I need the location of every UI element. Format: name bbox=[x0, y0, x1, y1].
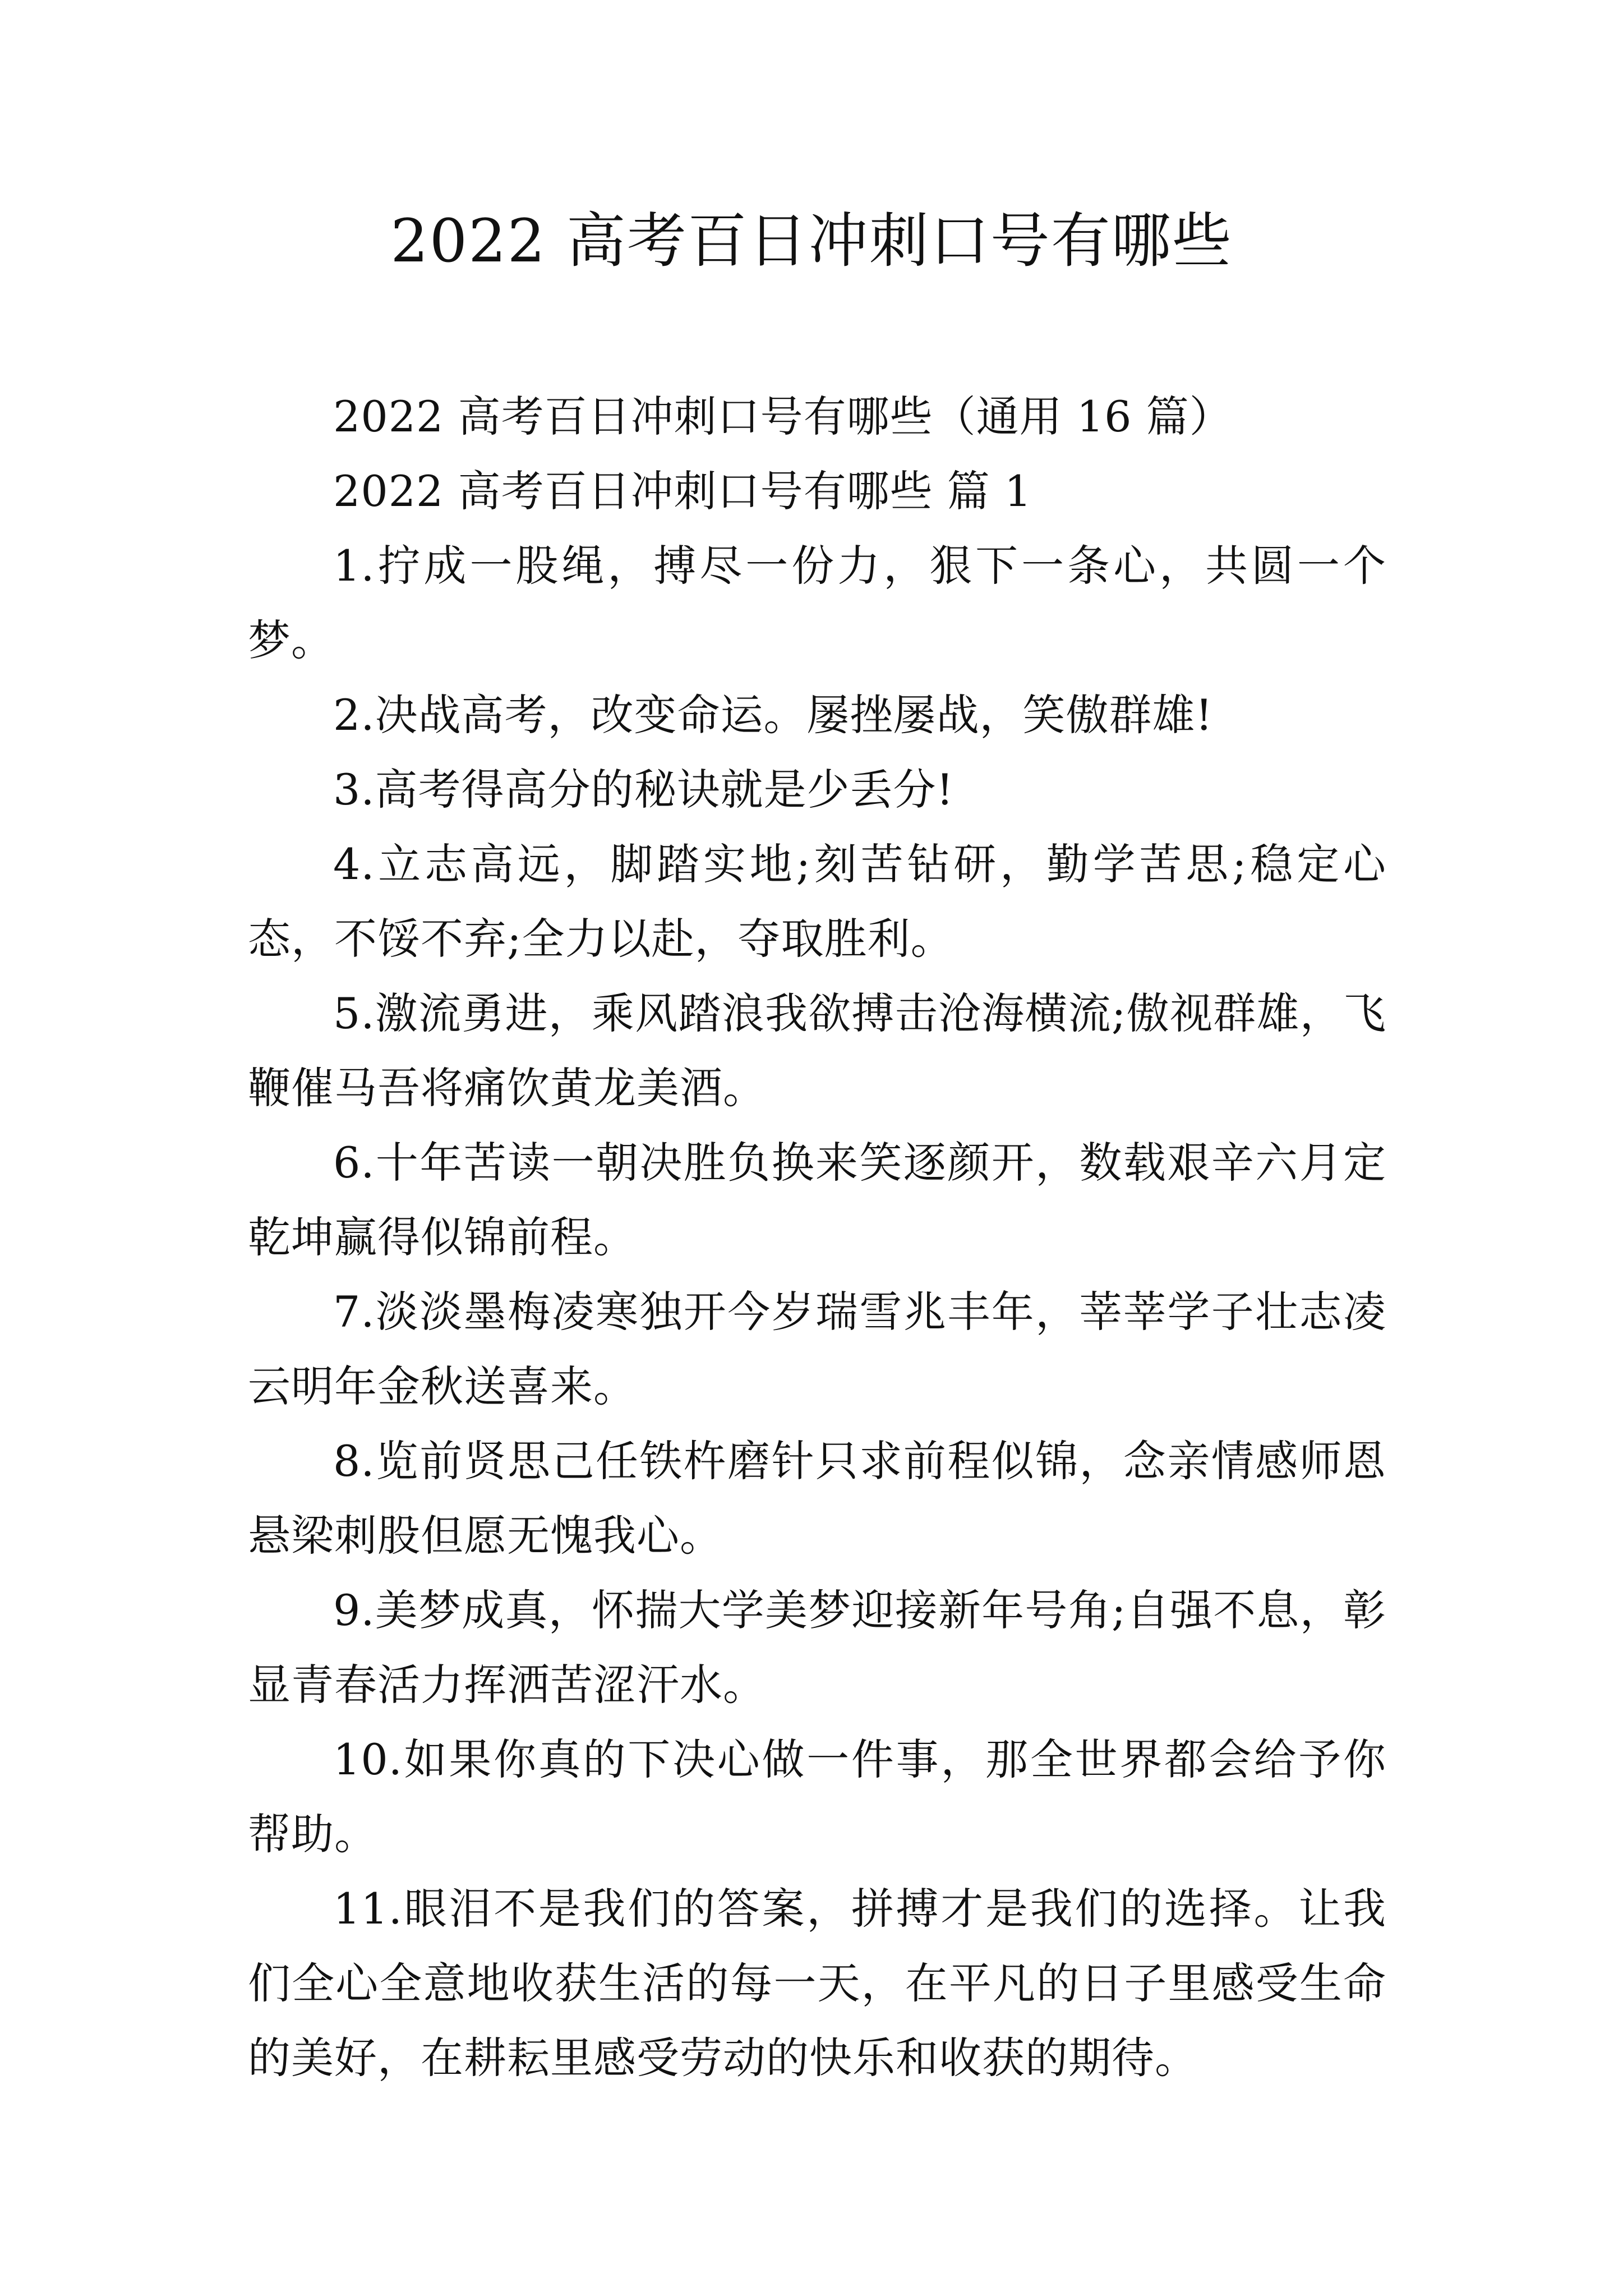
slogan-item-1: 1.拧成一股绳，搏尽一份力，狠下一条心，共圆一个梦。 bbox=[248, 541, 1386, 665]
slogan-item-3: 3.高考得高分的秘诀就是少丢分! bbox=[333, 765, 955, 815]
slogan-item-9: 9.美梦成真，怀揣大学美梦迎接新年号角;自强不息，彰显青春活力挥洒苦涩汗水。 bbox=[248, 1585, 1386, 1710]
slogan-item-11: 11.眼泪不是我们的答案，拼搏才是我们的选择。让我们全心全意地收获生活的每一天，在平凡的日子里感受生命的美好，在耕耘里感受劳动的快乐和收获的期待。 bbox=[248, 1884, 1386, 2083]
document-body bbox=[248, 379, 1386, 2095]
slogan-item-10: 10.如果你真的下决心做一件事，那全世界都会给予你帮助。 bbox=[248, 1734, 1386, 1859]
slogan-item-7: 7.淡淡墨梅凌寒独开今岁瑞雪兆丰年，莘莘学子壮志凌云明年金秋送喜来。 bbox=[248, 1287, 1386, 1411]
slogan-item-2: 2.决战高考，改变命运。屡挫屡战，笑傲群雄! bbox=[333, 690, 1214, 740]
section-heading: 2022 高考百日冲刺口号有哪些 篇 1 bbox=[333, 466, 1032, 516]
subtitle-paragraph: 2022 高考百日冲刺口号有哪些（通用 16 篇） bbox=[333, 392, 1233, 441]
document-title: 2022 高考百日冲刺口号有哪些 bbox=[390, 206, 1233, 275]
slogan-item-6: 6.十年苦读一朝决胜负换来笑逐颜开，数载艰辛六月定乾坤赢得似锦前程。 bbox=[248, 1138, 1386, 1262]
slogan-item-8: 8.览前贤思己任铁杵磨针只求前程似锦，念亲情感师恩悬梁刺股但愿无愧我心。 bbox=[248, 1436, 1386, 1561]
slogan-item-5: 5.激流勇进，乘风踏浪我欲搏击沧海横流;傲视群雄，飞鞭催马吾将痛饮黄龙美酒。 bbox=[248, 988, 1386, 1113]
slogan-item-4: 4.立志高远，脚踏实地;刻苦钻研，勤学苦思;稳定心态，不馁不弃;全力以赴，夺取胜利。 bbox=[248, 839, 1386, 964]
